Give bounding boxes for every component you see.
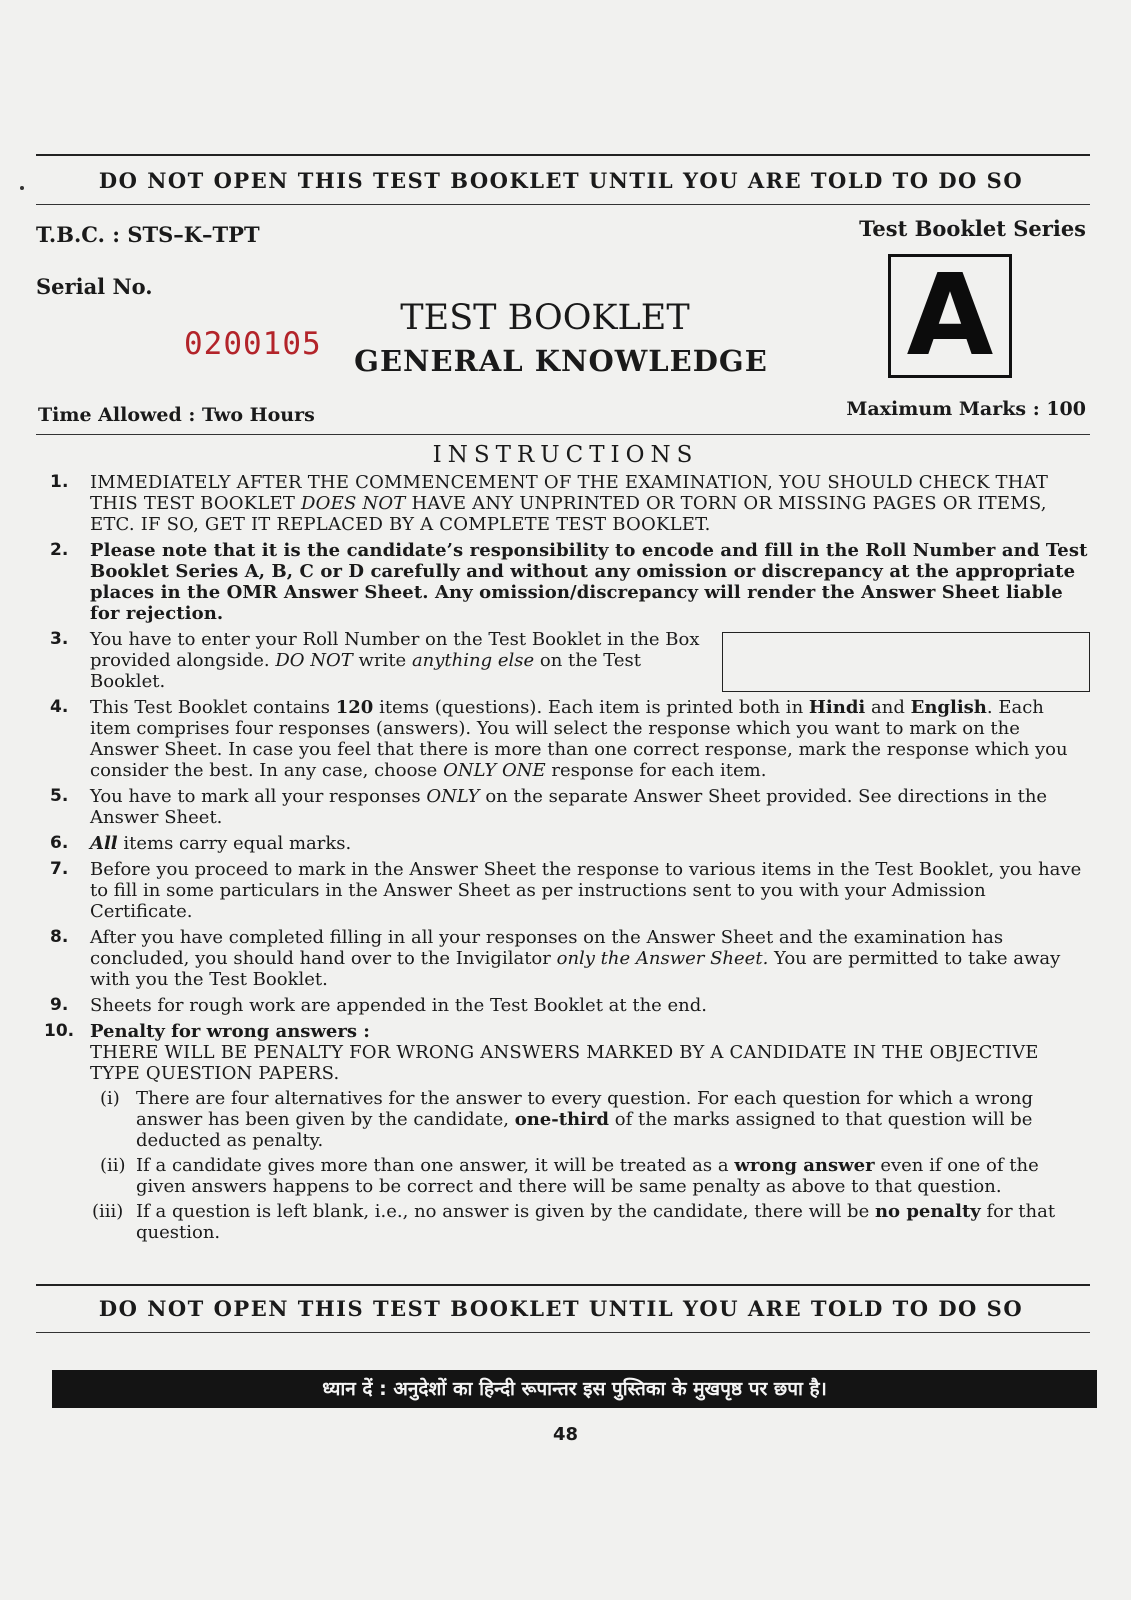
instructions-heading: INSTRUCTIONS: [432, 442, 699, 468]
series-box: [888, 251, 1012, 381]
footer-rule-2: [36, 1332, 1090, 1333]
instruction-2: 2. Please note that it is the candidate’s responsibility to encode and fill in the Roll Number and Test Booklet Series A, B, C or D carefully and without any omission or discrepancy at the appropriate places in the OMR Answer Sheet. Any omission/discrepancy will render the Answer Sheet liable for rejection.: [50, 540, 1088, 624]
booklet-title: TEST BOOKLET: [400, 298, 690, 338]
page-number: 48: [552, 1424, 579, 1445]
serial-label: Serial No.: [36, 274, 153, 299]
instruction-3: 3. You have to enter your Roll Number on the Test Booklet in the Box provided alongside. DO NOT write anything else on the Test Booklet.: [50, 629, 1090, 692]
instruction-4: 4. This Test Booklet contains 120 items (questions). Each item is printed both in Hindi and English. Each item comprises four responses (answers). You will select the response which you want to mark on the Answer Sheet. In case you feel that there is more than one correct response, mark the response which you consider the best. In any case, choose ONLY ONE response for each item.: [50, 697, 1068, 781]
maximum-marks: Maximum Marks : 100: [846, 398, 1086, 420]
booklet-subject: GENERAL KNOWLEDGE: [354, 344, 768, 378]
footer-warning: DO NOT OPEN THIS TEST BOOKLET UNTIL YOU ARE TOLD TO DO SO: [98, 1296, 1024, 1321]
header-rule: [36, 434, 1090, 435]
penalty-rule-2: (ii) If a candidate gives more than one answer, it will be treated as a wrong answer even if one of the given answers happens to be correct and there will be same penalty as above to that question.: [100, 1155, 1039, 1197]
series-letter: A: [906, 251, 994, 381]
top-warning: DO NOT OPEN THIS TEST BOOKLET UNTIL YOU ARE TOLD TO DO SO: [98, 168, 1024, 193]
instruction-8: 8. After you have completed filling in all your responses on the Answer Sheet and the examination has concluded, you should hand over to the Invigilator only the Answer Sheet. You are permitted to take away with you the Test Booklet.: [50, 927, 1061, 990]
instruction-6: 6. All items carry equal marks.: [50, 833, 352, 854]
instruction-9: 9. Sheets for rough work are appended in the Test Booklet at the end.: [50, 995, 708, 1016]
penalty-title: Penalty for wrong answers :: [90, 1021, 370, 1042]
instruction-10: 10. Penalty for wrong answers : THERE WILL BE PENALTY FOR WRONG ANSWERS MARKED BY A CANDIDATE IN THE OBJECTIVE TYPE QUESTION PAPERS. (i) There are four alternatives for the answer to every question. For each question for which a wrong answer has been given by the candidate, one-third of the marks assigned to that question will be deducted as penalty. (ii) If a candidate gives more than one answer, it will be treated as a wrong answer even if one of the given answers happens to be correct and there will be same penalty as above to that question. (iii) If a question is left blank, i.e., no answer is given by the candidate, there will be no penalty for that question.: [50, 1021, 1090, 1243]
footer-rule: [36, 1284, 1090, 1286]
serial-number: 0200105: [184, 326, 322, 362]
hindi-note-bar: ध्यान दें : अनुदेशों का हिन्दी रूपान्तर इस पुस्तिका के मुखपृष्ठ पर छपा है।: [52, 1370, 1097, 1408]
penalty-rule-3: (iii) If a question is left blank, i.e., no answer is given by the candidate, there will be no penalty for that question.: [92, 1201, 1056, 1243]
series-label: Test Booklet Series: [859, 216, 1086, 241]
top-rule: [36, 154, 1090, 156]
instruction-1: 1. IMMEDIATELY AFTER THE COMMENCEMENT OF THE EXAMINATION, YOU SHOULD CHECK THAT THIS TEST BOOKLET DOES NOT HAVE ANY UNPRINTED OR TORN OR MISSING PAGES OR ITEMS, ETC. IF SO, GET IT REPLACED BY A COMPLETE TEST BOOKLET.: [50, 472, 1049, 535]
instruction-5: 5. You have to mark all your responses ONLY on the separate Answer Sheet provided. See directions in the Answer Sheet.: [50, 786, 1048, 828]
time-allowed: Time Allowed : Two Hours: [38, 404, 315, 426]
tbc-code: T.B.C. : STS–K–TPT: [36, 222, 260, 247]
instruction-7: 7. Before you proceed to mark in the Answer Sheet the response to various items in the Test Booklet, you have to fill in some particulars in the Answer Sheet as per instructions sent to you with your Admission Certificate.: [50, 859, 1082, 922]
penalty-rule-1: (i) There are four alternatives for the answer to every question. For each question for which a wrong answer has been given by the candidate, one-third of the marks assigned to that question will be deducted as penalty.: [100, 1088, 1034, 1151]
roll-number-box[interactable]: [722, 632, 1090, 692]
top-rule-2: [36, 204, 1090, 205]
instructions-list: [44, 472, 1090, 1248]
speck: [20, 186, 24, 190]
